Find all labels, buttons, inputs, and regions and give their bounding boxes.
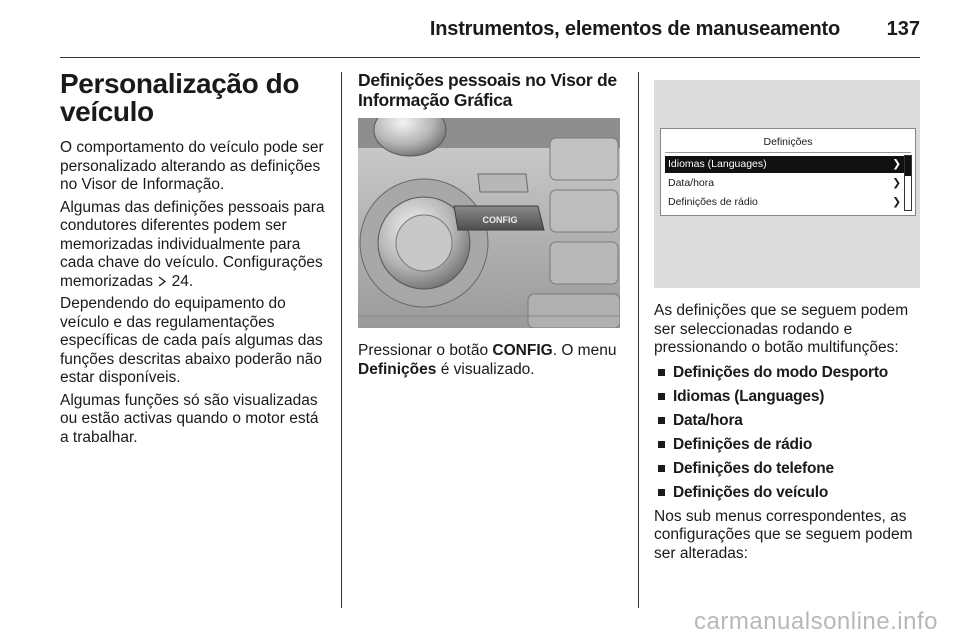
section-heading: Personalização do veículo xyxy=(60,68,300,127)
caption-menu-name: Definições xyxy=(358,360,437,378)
settings-intro: As definições que se seguem podem ser seleccionadas rodando e pressionando o botão multifunções: xyxy=(654,302,909,356)
screen-scrollbar xyxy=(904,155,912,211)
config-button-label: CONFIG xyxy=(482,215,518,225)
screen-menu-item: Idiomas (Languages) ❯ xyxy=(665,156,905,173)
settings-outro: Nos sub menus correspondentes, as configurações que se seguem podem ser alteradas: xyxy=(654,507,913,562)
arrow-reference-icon xyxy=(157,273,167,290)
bullet-icon xyxy=(658,441,665,448)
page-number: 137 xyxy=(886,18,920,40)
paragraph-4: Algumas funções só são visualizadas ou estão activas quando o motor está a trabalhar. xyxy=(60,391,319,446)
column-divider-2 xyxy=(638,72,639,608)
list-item: Data/hora xyxy=(654,412,922,430)
list-item: Definições do veículo xyxy=(654,484,922,502)
display-screen xyxy=(660,128,916,216)
column-divider-1 xyxy=(341,72,342,608)
settings-screen-illustration xyxy=(654,80,920,288)
paragraph-2 xyxy=(60,199,328,292)
list-item: Definições do telefone xyxy=(654,460,922,478)
bullet-icon xyxy=(658,393,665,400)
header-rule xyxy=(60,57,920,58)
photo-caption: Pressionar o botão CONFIG. O menu Definições é visualizado. xyxy=(358,342,617,378)
paragraph-2-page-ref: 24. xyxy=(167,272,194,290)
chevron-right-icon: ❯ xyxy=(892,196,901,208)
watermark: carmanualsonline.info xyxy=(694,608,938,635)
left-column xyxy=(60,70,328,451)
right-column xyxy=(654,70,922,567)
bullet-icon xyxy=(658,369,665,376)
screen-menu-item: Data/hora ❯ xyxy=(665,175,905,192)
paragraph-3: Dependendo do equipamento do veículo e das regulamentações específicas de cada país algumas das funções descritas abaixo poderão não estar disponíveis. xyxy=(60,295,323,386)
list-item: Definições do modo Desporto xyxy=(654,364,922,382)
middle-column xyxy=(358,70,624,383)
chevron-right-icon: ❯ xyxy=(892,158,901,170)
chevron-right-icon: ❯ xyxy=(892,177,901,189)
config-button-photo xyxy=(358,118,620,328)
list-item: Definições de rádio xyxy=(654,436,922,454)
header-title: Instrumentos, elementos de manuseamento xyxy=(429,18,840,40)
paragraph-1: O comportamento do veículo pode ser personalizado alterando as definições no Visor de Informação. xyxy=(60,139,324,193)
paragraph-2-text: Algumas das definições pessoais para condutores diferentes podem ser memorizadas individualmente para cada chave do veículo. Configurações memorizadas xyxy=(60,198,325,290)
bullet-icon xyxy=(658,489,665,496)
settings-list xyxy=(654,364,922,502)
caption-button-name: CONFIG xyxy=(492,342,553,359)
bullet-icon xyxy=(658,465,665,472)
screen-title: Definições xyxy=(763,136,813,148)
bullet-icon xyxy=(658,417,665,424)
subsection-heading: Definições pessoais no Visor de Informação Gráfica xyxy=(358,70,617,110)
screen-menu-item: Definições de rádio ❯ xyxy=(665,194,905,211)
list-item: Idiomas (Languages) xyxy=(654,388,922,406)
